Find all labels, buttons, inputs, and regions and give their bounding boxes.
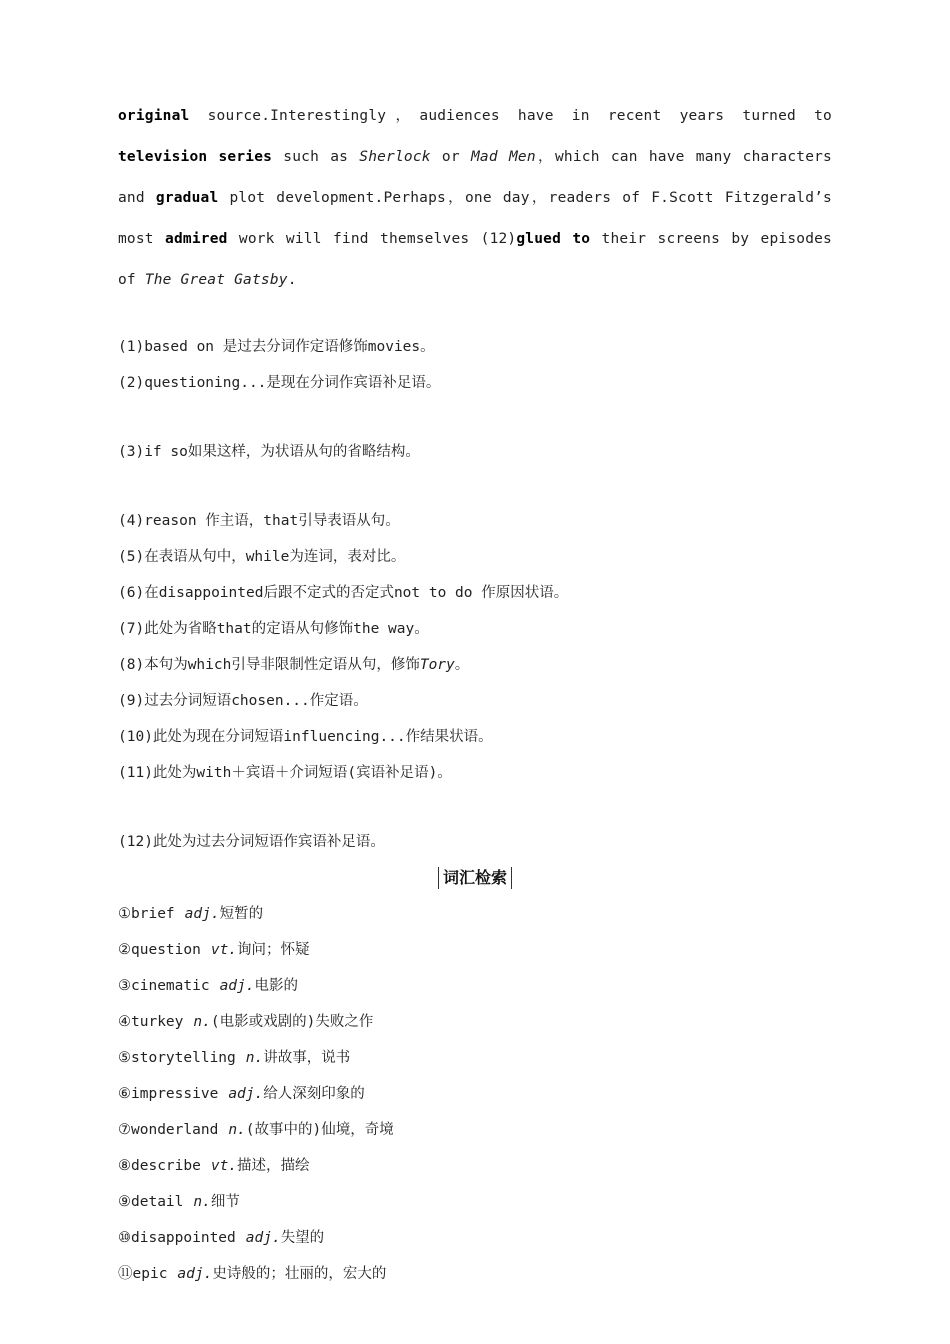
note-6: (6)在disappointed后跟不定式的否定式not to do 作原因状语。 [118, 585, 569, 601]
vocab-word: question [131, 942, 201, 958]
vocabulary-heading-text: 词汇检索 [438, 867, 512, 889]
vocab-number: ④ [118, 1014, 131, 1030]
vocab-meaning: 电影的 [254, 978, 298, 994]
passage-paragraph [118, 96, 832, 301]
spacer [118, 470, 832, 503]
vocab-item [118, 1148, 832, 1184]
note-1: (1)based on 是过去分词作定语修饰movies。 [118, 339, 435, 355]
note-7: (7)此处为省略that的定语从句修饰the way。 [118, 621, 429, 637]
vocab-number: ⑤ [118, 1050, 131, 1066]
vocab-word: describe [131, 1158, 201, 1174]
vocab-item [118, 896, 832, 932]
spacer [118, 401, 832, 434]
vocab-item [118, 1040, 832, 1076]
vocab-number: ⑦ [118, 1122, 131, 1138]
note-11: (11)此处为with＋宾语＋介词短语(宾语补足语)。 [118, 765, 452, 781]
vocab-meaning: 史诗般的；壮丽的，宏大的 [212, 1266, 387, 1282]
note-12: (12)此处为过去分词短语作宾语补足语。 [118, 834, 385, 850]
text-segment: work will find themselves (12) [227, 231, 517, 247]
vocab-number: ⑥ [118, 1086, 131, 1102]
title-mad-men: Mad Men [470, 149, 536, 165]
note-8 [118, 647, 832, 683]
vocab-word: turkey [131, 1014, 184, 1030]
vocab-number: ② [118, 942, 131, 958]
vocab-pos: vt. [210, 942, 238, 958]
text-segment: ，which can have many characters and [118, 149, 832, 206]
vocab-number: ⑪ [118, 1266, 133, 1282]
vocab-pos: adj. [184, 906, 220, 922]
highlight-television-series: television series [118, 149, 273, 165]
note-5: (5)在表语从句中，while为连词，表对比。 [118, 549, 406, 565]
note-8-text: (8)本句为which引导非限制性定语从句，修饰 [118, 657, 420, 673]
vocab-word: impressive [131, 1086, 219, 1102]
text-segment: source.Interestingly，audiences have in recent years turned to [189, 108, 832, 124]
vocab-pos: adj. [228, 1086, 264, 1102]
title-sherlock: Sherlock [359, 149, 431, 165]
highlight-gradual: gradual [155, 190, 219, 206]
vocab-item [118, 1076, 832, 1112]
vocab-item [118, 1184, 832, 1220]
vocab-word: disappointed [131, 1230, 236, 1246]
vocab-item [118, 1112, 832, 1148]
vocab-meaning: 询问；怀疑 [237, 942, 310, 958]
vocabulary-list [118, 896, 832, 1292]
vocab-number: ⑨ [118, 1194, 131, 1210]
vocab-pos: adj. [219, 978, 255, 994]
vocab-meaning: (电影或戏剧的)失败之作 [210, 1014, 374, 1030]
grammar-notes [118, 329, 832, 860]
vocab-number: ① [118, 906, 131, 922]
vocab-word: storytelling [131, 1050, 236, 1066]
vocabulary-heading [118, 860, 832, 896]
vocab-word: cinematic [131, 978, 210, 994]
vocab-number: ⑧ [118, 1158, 131, 1174]
vocab-pos: n. [245, 1050, 264, 1066]
vocab-word: detail [131, 1194, 184, 1210]
document-page [118, 96, 832, 1292]
vocab-meaning: 失望的 [280, 1230, 325, 1246]
highlight-glued-to: glued to [516, 231, 591, 247]
vocab-pos: adj. [177, 1266, 213, 1282]
vocab-pos: n. [193, 1014, 211, 1030]
text-segment: such as [272, 149, 360, 165]
vocab-meaning: 给人深刻印象的 [263, 1086, 365, 1102]
text-segment: or [430, 149, 471, 165]
note-2: (2)questioning...是现在分词作宾语补足语。 [118, 375, 441, 391]
note-8-tory: Tory [419, 657, 455, 673]
text-segment: plot development.Perhaps，one day，readers of F.Scott Fitzgerald’s most [118, 190, 832, 247]
vocab-pos: n. [228, 1122, 246, 1138]
vocab-word: wonderland [131, 1122, 219, 1138]
spacer [118, 791, 832, 824]
vocab-item [118, 1256, 832, 1292]
note-8-end: 。 [454, 657, 470, 673]
vocab-pos: adj. [245, 1230, 281, 1246]
vocab-word: brief [131, 906, 175, 922]
text-segment: their screens by episodes of [118, 231, 832, 288]
highlight-original: original [118, 108, 190, 124]
vocab-word: epic [132, 1266, 168, 1282]
note-3: (3)if so如果这样，为状语从句的省略结构。 [118, 444, 420, 460]
vocab-number: ⑩ [118, 1230, 131, 1246]
text-segment: . [287, 272, 297, 288]
vocab-item [118, 968, 832, 1004]
vocab-item [118, 1220, 832, 1256]
vocab-item [118, 932, 832, 968]
highlight-admired: admired [165, 231, 228, 247]
vocab-number: ③ [118, 978, 131, 994]
vocab-meaning: (故事中的)仙境，奇境 [245, 1122, 394, 1138]
vocab-item [118, 1004, 832, 1040]
vocab-meaning: 短暂的 [219, 906, 264, 922]
vocab-meaning: 细节 [210, 1194, 240, 1210]
vocab-pos: n. [193, 1194, 211, 1210]
vocab-pos: vt. [210, 1158, 238, 1174]
vocab-meaning: 描述，描绘 [237, 1158, 310, 1174]
note-4: (4)reason 作主语，that引导表语从句。 [118, 513, 400, 529]
title-great-gatsby: The Great Gatsby [144, 272, 288, 288]
note-9: (9)过去分词短语chosen...作定语。 [118, 693, 368, 709]
note-10: (10)此处为现在分词短语influencing...作结果状语。 [118, 729, 493, 745]
vocab-meaning: 讲故事，说书 [263, 1050, 351, 1066]
